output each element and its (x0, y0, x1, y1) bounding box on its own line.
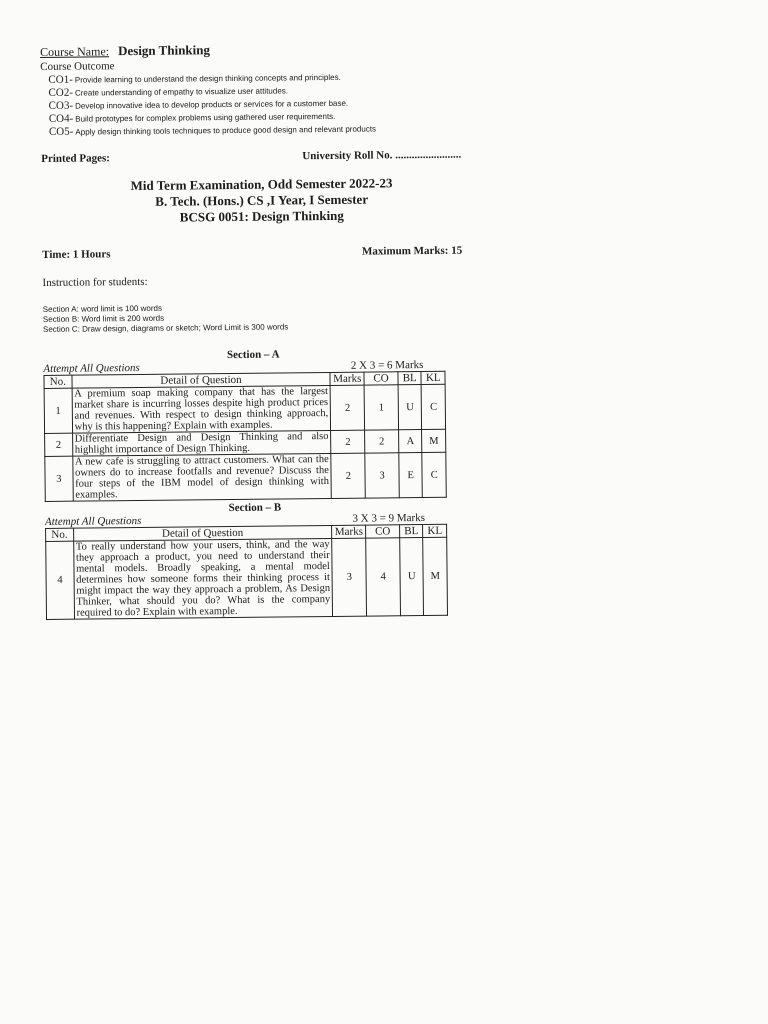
printed-pages-row (41, 149, 461, 165)
course-outcome-list (48, 70, 461, 139)
question-kl: M (423, 537, 447, 615)
section-b-question-table (45, 524, 448, 620)
question-marks: 2 (331, 453, 365, 498)
column-co: CO (364, 372, 398, 385)
section-instruction-item: Section A: word limit is 100 words (42, 303, 162, 314)
question-kl: C (422, 452, 446, 497)
column-kl: KL (421, 371, 445, 384)
time-marks-row (42, 245, 462, 261)
exam-title-line1: Mid Term Examination, Odd Semester 2022-23 (130, 175, 393, 194)
course-outcome-item: CO3- Develop innovative idea to develop products or services for a customer base. (48, 98, 349, 112)
question-text: Differentiate Design and Design Thinking and also highlight importance of Design Thinking. (72, 430, 331, 456)
course-outcome-item: CO1- Provide learning to understand the design thinking concepts and principles. (48, 72, 341, 86)
question-bl: A (398, 430, 422, 453)
course-name-label: Course Name: (40, 44, 110, 59)
question-co: 2 (365, 430, 399, 453)
exam-title-line3: BCSG 0051: Design Thinking (179, 207, 344, 225)
section-b-marks-calc: 3 X 3 = 9 Marks (352, 511, 426, 525)
question-kl: M (422, 429, 446, 452)
column-no: No. (44, 375, 72, 388)
instruction-heading: Instruction for students: (42, 275, 148, 289)
section-a-attempt: Attempt All Questions (43, 361, 140, 375)
table-row (45, 452, 446, 501)
section-b-attempt: Attempt All Questions (44, 514, 142, 528)
question-marks: 2 (331, 430, 365, 453)
question-co: 3 (365, 453, 399, 498)
question-bl: E (399, 453, 423, 498)
column-co: CO (366, 525, 400, 538)
table-row (44, 384, 445, 433)
column-kl: KL (423, 524, 447, 537)
section-a-question-table (43, 371, 446, 502)
course-outcome-heading: Course Outcome (40, 60, 115, 73)
table-row (46, 537, 448, 619)
exam-title (41, 175, 461, 227)
section-instruction-item: Section B: Word limit is 200 words (42, 313, 165, 324)
section-instruction-item: Section C: Draw design, diagrams or sketch; Word Limit is 300 words (42, 322, 289, 334)
question-number: 3 (45, 456, 73, 501)
column-no: No. (46, 528, 74, 541)
printed-pages-label: Printed Pages: (41, 152, 110, 165)
section-a-title: Section – A (226, 348, 280, 362)
question-text: To really understand how your users, think, and the way they approach a product, you need to understand their mental models. Broadly speaking, a mental model determines how someone forms their thinking process it might impact the way they approach a problem, As Design Thinker, what should you do? What is the company required to do? Explain with example. (73, 538, 333, 619)
column-bl: BL (398, 372, 422, 385)
exam-paper-content (40, 40, 466, 620)
column-detail: Detail of Question (73, 525, 332, 541)
question-bl: U (400, 538, 424, 616)
section-a-marks-calc: 2 X 3 = 6 Marks (350, 359, 424, 372)
question-co: 1 (364, 385, 398, 430)
question-co: 4 (366, 538, 401, 616)
question-marks: 3 (332, 538, 367, 616)
question-bl: U (398, 385, 422, 430)
column-bl: BL (399, 525, 423, 538)
question-number: 2 (45, 433, 73, 456)
maximum-marks: Maximum Marks: 15 (361, 244, 463, 258)
course-outcome-item: CO4- Build prototypes for complex problems using gathered user requirements. (48, 111, 336, 125)
section-instructions (43, 301, 463, 335)
question-kl: C (422, 384, 446, 429)
course-outcome-item: CO5- Apply design thinking tools techniques to produce good design and relevant products (48, 124, 377, 138)
exam-title-line2: B. Tech. (Hons.) CS ,I Year, I Semester (155, 191, 369, 209)
question-number: 4 (46, 541, 74, 619)
column-marks: Marks (332, 525, 366, 538)
section-b-title: Section – B (228, 501, 282, 515)
column-detail: Detail of Question (72, 372, 331, 388)
course-name-value: Design Thinking (117, 42, 211, 59)
question-text: A premium soap making company that has the largest market share is incurring losses despite high product prices and revenues. With respect to design thinking approach, why is this happening? Explain with examples. (72, 385, 331, 433)
question-marks: 2 (330, 385, 364, 430)
question-text: A new cafe is struggling to attract customers. What can the owners do to increase footfalls and revenue? Discuss the four steps of the IBM model of design thinking with examples. (72, 453, 331, 501)
column-marks: Marks (330, 372, 364, 385)
course-outcome-item: CO2- Create understanding of empathy to visualize user attitudes. (48, 86, 289, 99)
university-roll-no: University Roll No. ........................ (302, 148, 462, 163)
exam-time: Time: 1 Hours (42, 248, 111, 261)
question-number: 1 (44, 388, 72, 433)
